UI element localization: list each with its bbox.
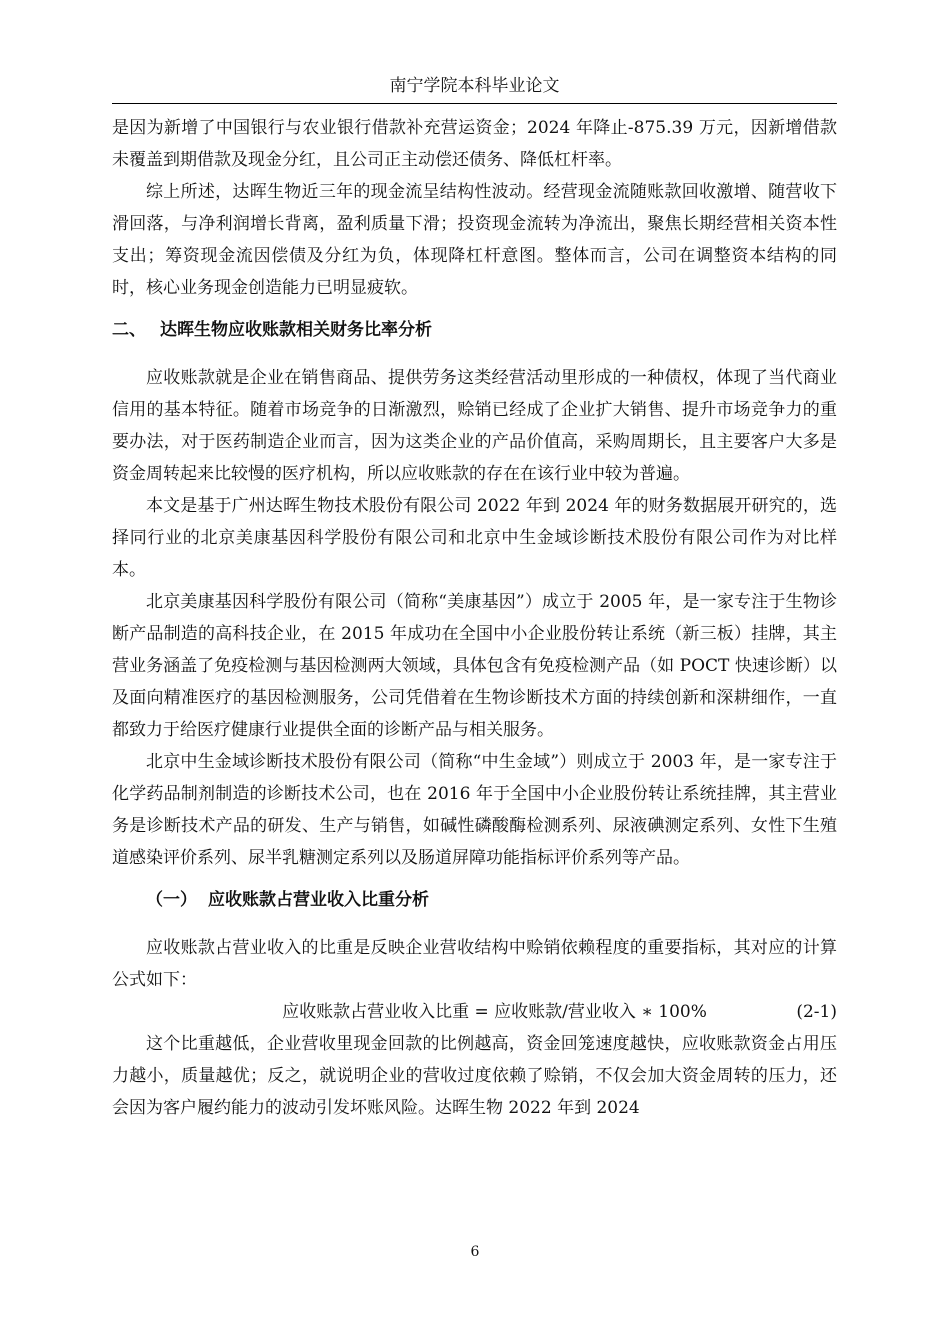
section-number: 二、	[112, 320, 146, 340]
section-heading	[112, 314, 837, 346]
paragraph: 应收账款占营业收入的比重是反映企业营收结构中赊销依赖程度的重要指标，其对应的计算公式如下：	[112, 938, 837, 990]
header-rule	[112, 103, 837, 104]
paragraph: 北京美康基因科学股份有限公司（简称“美康基因”）成立于 2005 年，是一家专注于生物诊断产品制造的高科技企业，在 2015 年成功在全国中小企业股份转让系统（新三板）挂牌，其主营业务涵盖了免疫检测与基因检测两大领域，具体包含有免疫检测产品（如 POCT 快速诊断）以及面向精准医疗的基因检测服务，公司凭借着在生物诊断技术方面的持续创新和深耕细作，一直都致力于给医疗健康行业提供全面的诊断产品与相关服务。	[112, 592, 837, 740]
subsection-number: （一）	[146, 890, 197, 910]
subsection-heading	[146, 884, 837, 916]
page-number: 6	[470, 1244, 480, 1260]
paragraph: 应收账款就是企业在销售商品、提供劳务这类经营活动里形成的一种债权，体现了当代商业信用的基本特征。随着市场竞争的日渐激烈，赊销已经成了企业扩大销售、提升市场竞争力的重要办法，对于医药制造企业而言，因为这类企业的产品价值高，采购周期长，且主要客户大多是资金周转起来比较慢的医疗机构，所以应收账款的存在在该行业中较为普遍。	[112, 368, 837, 484]
running-header: 南宁学院本科毕业论文	[389, 76, 560, 96]
formula	[112, 996, 837, 1028]
paragraph: 北京中生金域诊断技术股份有限公司（简称“中生金域”）则成立于 2003 年，是一家专注于化学药品制剂制造的诊断技术公司，也在 2016 年于全国中小企业股份转让系统挂牌，其主营业务是诊断技术产品的研发、生产与销售，如碱性磷酸酶检测系列、尿液碘测定系列、女性下生殖道感染评价系列、尿半乳糖测定系列以及肠道屏障功能指标评价系列等产品。	[112, 752, 837, 868]
section-title: 达晖生物应收账款相关财务比率分析	[160, 320, 432, 340]
subsection-title: 应收账款占营业收入比重分析	[208, 890, 429, 910]
paragraph: 本文是基于广州达晖生物技术股份有限公司 2022 年到 2024 年的财务数据展开研究的，选择同行业的北京美康基因科学股份有限公司和北京中生金域诊断技术股份有限公司作为对比样本。	[112, 496, 837, 580]
formula-expression: 应收账款占营业收入比重 = 应收账款/营业收入 ∗ 100%	[282, 1002, 707, 1022]
formula-label: (2-1)	[796, 1002, 837, 1022]
paragraph: 是因为新增了中国银行与农业银行借款补充营运资金；2024 年降止-875.39 万元，因新增借款未覆盖到期借款及现金分红，且公司正主动偿还债务、降低杠杆率。	[112, 118, 837, 170]
paragraph: 这个比重越低，企业营收里现金回款的比例越高，资金回笼速度越快，应收账款资金占用压力越小，质量越优；反之，就说明企业的营收过度依赖了赊销，不仅会加大资金周转的压力，还会因为客户履约能力的波动引发坏账风险。达晖生物 2022 年到 2024	[112, 1034, 837, 1118]
paragraph: 综上所述，达晖生物近三年的现金流呈结构性波动。经营现金流随账款回收激增、随营收下滑回落，与净利润增长背离，盈利质量下滑；投资现金流转为净流出，聚焦长期经营相关资本性支出；筹资现金流因偿债及分红为负，体现降杠杆意图。整体而言，公司在调整资本结构的同时，核心业务现金创造能力已明显疲软。	[112, 182, 837, 298]
body-text	[112, 112, 837, 1124]
